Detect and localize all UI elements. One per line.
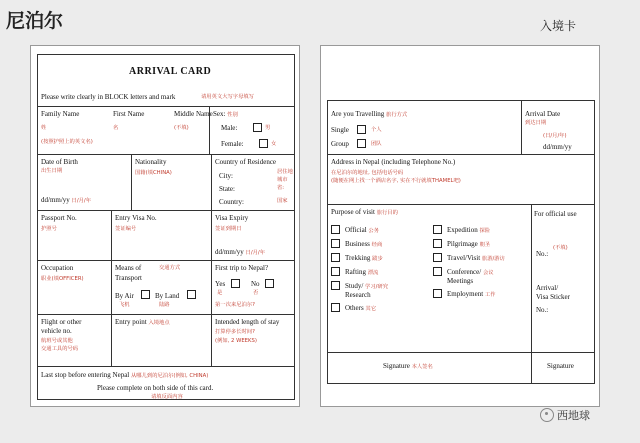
male-cn: 男 [265,125,271,131]
col-divider [131,154,132,210]
dob-format: dd/mm/yy 日/月/年 [41,196,91,204]
instruction-text-cn: 请用英文大写字母填写 [201,94,254,100]
female-checkbox[interactable] [259,139,268,148]
flight-cn-2: 交通工具的号码 [41,346,79,352]
travel-visit-checkbox[interactable] [433,253,442,262]
residence-label: Country of Residence [215,158,277,166]
col-divider [111,210,112,314]
wechat-icon [540,408,554,422]
by-land-checkbox[interactable] [187,290,196,299]
no-label: No [251,280,260,288]
address-cn: 在尼泊尔的地址, 包括电话号码 [331,170,404,176]
col-divider [521,100,522,154]
single-checkbox[interactable] [357,125,366,134]
official-checkbox[interactable] [331,225,340,234]
study-label: Study/ 学习/研究 [345,282,389,290]
research-label: Research [345,291,371,299]
dob-cn: 出生日期 [41,168,63,174]
row-divider [37,260,295,261]
country-label: Country: [219,198,244,206]
travel-visit-label: Travel/Visit 旅游/游访 [447,254,505,262]
card-title: ARRIVAL CARD [129,66,212,77]
col-divider [111,314,112,366]
male-label: Male: [221,124,238,132]
female-cn: 女 [271,141,277,147]
address-hint-cn: (随便在网上找一个酒店名字, 实在不行就填THAMEL吧) [331,178,461,184]
rafting-label: Rafting 漂流 [345,268,379,276]
watermark: 西地球 [540,407,590,423]
dob-label: Date of Birth [41,158,78,166]
arrival-visa-label: Arrival/ [536,284,559,292]
country-heading: 尼泊尔 [6,10,64,32]
yes-cn: 是 [217,290,223,296]
rafting-checkbox[interactable] [331,267,340,276]
card-type-heading: 入境卡 [540,19,577,33]
nationality-cn: 国籍(填CHINA) [135,170,172,176]
no-label-1: No.: [536,250,549,258]
nationality-label: Nationality [135,158,167,166]
signature-label: Signature 本人签名 [383,362,433,370]
row-divider [327,154,595,155]
no-checkbox[interactable] [265,279,274,288]
business-label: Business 经商 [345,240,383,248]
arrival-date-label: Arrival Date [525,110,561,118]
row-divider [37,106,295,107]
entry-point-label: Entry point 入境地点 [115,318,170,326]
visa-expiry-cn: 签证到期日 [215,226,242,232]
arrival-card-front [30,45,300,407]
first-name-cn: 名 [113,125,119,131]
male-checkbox[interactable] [253,123,262,132]
row-divider [37,366,295,367]
last-stop-label: Last stop before entering Nepal 从哪儿到的尼泊尔(例如, CHINA) [41,371,209,379]
arrival-date-cn: 到达日期 [525,120,547,126]
transport-label: Means of [115,264,142,272]
transport-label-2: Transport [115,274,142,282]
city-label: City: [219,172,234,180]
expedition-checkbox[interactable] [433,225,442,234]
yes-checkbox[interactable] [231,279,240,288]
row-divider [37,154,295,155]
row-divider [37,314,295,315]
single-label: Single [331,126,349,134]
pilgrimage-checkbox[interactable] [433,239,442,248]
sex-label: Sex: 性别 [213,110,238,118]
employment-checkbox[interactable] [433,289,442,298]
first-trip-cn: 第一次来尼泊尔? [215,302,255,308]
col-divider [211,210,212,314]
official-use-label: For official use [534,210,577,218]
no-cn: 否 [253,290,259,296]
no-label-1-cn: (不填) [553,245,568,251]
trekking-checkbox[interactable] [331,253,340,262]
others-label: Others 其它 [345,304,377,312]
official-signature-label: Signature [547,362,574,370]
state-cn: 城市 [277,177,288,183]
employment-label: Employment 工作 [447,290,496,298]
others-checkbox[interactable] [331,303,340,312]
complete-note: Please complete on both side of this card. [97,384,214,392]
row-divider [327,352,595,353]
family-name-cn: 姓 [41,125,47,131]
flight-cn: 航班号或其他 [41,338,73,344]
passport-label: Passport No. [41,214,77,222]
passport-cn: 护照号 [41,226,57,232]
transport-cn: 交通方式 [159,265,181,271]
col-divider [531,204,532,384]
by-air-checkbox[interactable] [141,290,150,299]
by-land-label: By Land [155,292,180,300]
purpose-label: Purpose of visit 旅行目的 [331,208,398,216]
address-label: Address in Nepal (including Telephone No.) [331,158,456,166]
visa-expiry-format: dd/mm/yy 日/月/年 [215,248,265,256]
single-cn: 个人 [371,127,382,133]
state-cn2: 省: [277,185,285,191]
pilgrimage-label: Pilgrimage 朝圣 [447,240,491,248]
study-checkbox[interactable] [331,281,340,290]
by-land-cn: 陆路 [159,302,170,308]
arrival-card-back [320,45,600,407]
col-divider [211,314,212,366]
flight-label: Flight or other [41,318,82,326]
occupation-cn: 职业(填OFFICER) [41,276,84,282]
trekking-label: Trekking 跋步 [345,254,383,262]
visa-sticker-label: Visa Sticker [536,293,570,301]
by-air-label: By Air [115,292,134,300]
conference-label: Conference/ 会议 [447,268,494,276]
entry-visa-cn: 签证编号 [115,226,137,232]
family-name-label: Family Name [41,110,80,118]
occupation-label: Occupation [41,264,74,272]
middle-name-cn: (不填) [174,125,189,131]
first-name-label: First Name [113,110,145,118]
instruction-text: Please write clearly in BLOCK letters and mark [41,93,176,101]
group-cn: 团队 [371,141,382,147]
state-label: State: [219,185,235,193]
official-label: Official 公务 [345,226,379,234]
group-label: Group [331,140,349,148]
stay-cn: 打算停多长时间? [215,329,255,335]
col-divider [211,154,212,210]
meetings-label: Meetings [447,277,474,285]
arrival-date-format-cn: (日/月/年) [543,133,567,139]
row-divider [327,204,595,205]
conference-checkbox[interactable] [433,267,442,276]
row-divider [37,210,295,211]
stay-label: Intended length of stay [215,318,280,326]
family-name-hint: (按照护照上的英文名) [41,139,93,145]
travelling-label: Are you Travelling 旅行方式 [331,110,408,118]
no-label-2: No.: [536,306,549,314]
middle-name-label: Middle Name [174,110,213,118]
yes-label: Yes [215,280,226,288]
expedition-label: Expedition 探险 [447,226,491,234]
entry-visa-label: Entry Visa No. [115,214,157,222]
business-checkbox[interactable] [331,239,340,248]
flight-label-2: vehicle no. [41,327,72,335]
first-trip-label: First trip to Nepal? [215,264,269,272]
visa-expiry-label: Visa Expiry [215,214,249,222]
group-checkbox[interactable] [357,139,366,148]
complete-note-cn: 请填反面内容 [151,394,183,400]
country-cn: 国家 [277,198,288,204]
city-cn: 居住地 [277,169,293,175]
by-air-cn: 飞机 [119,302,130,308]
female-label: Female: [221,140,244,148]
arrival-date-format: dd/mm/yy [543,143,572,151]
stay-example-cn: (例如, 2 WEEKS) [215,338,257,344]
